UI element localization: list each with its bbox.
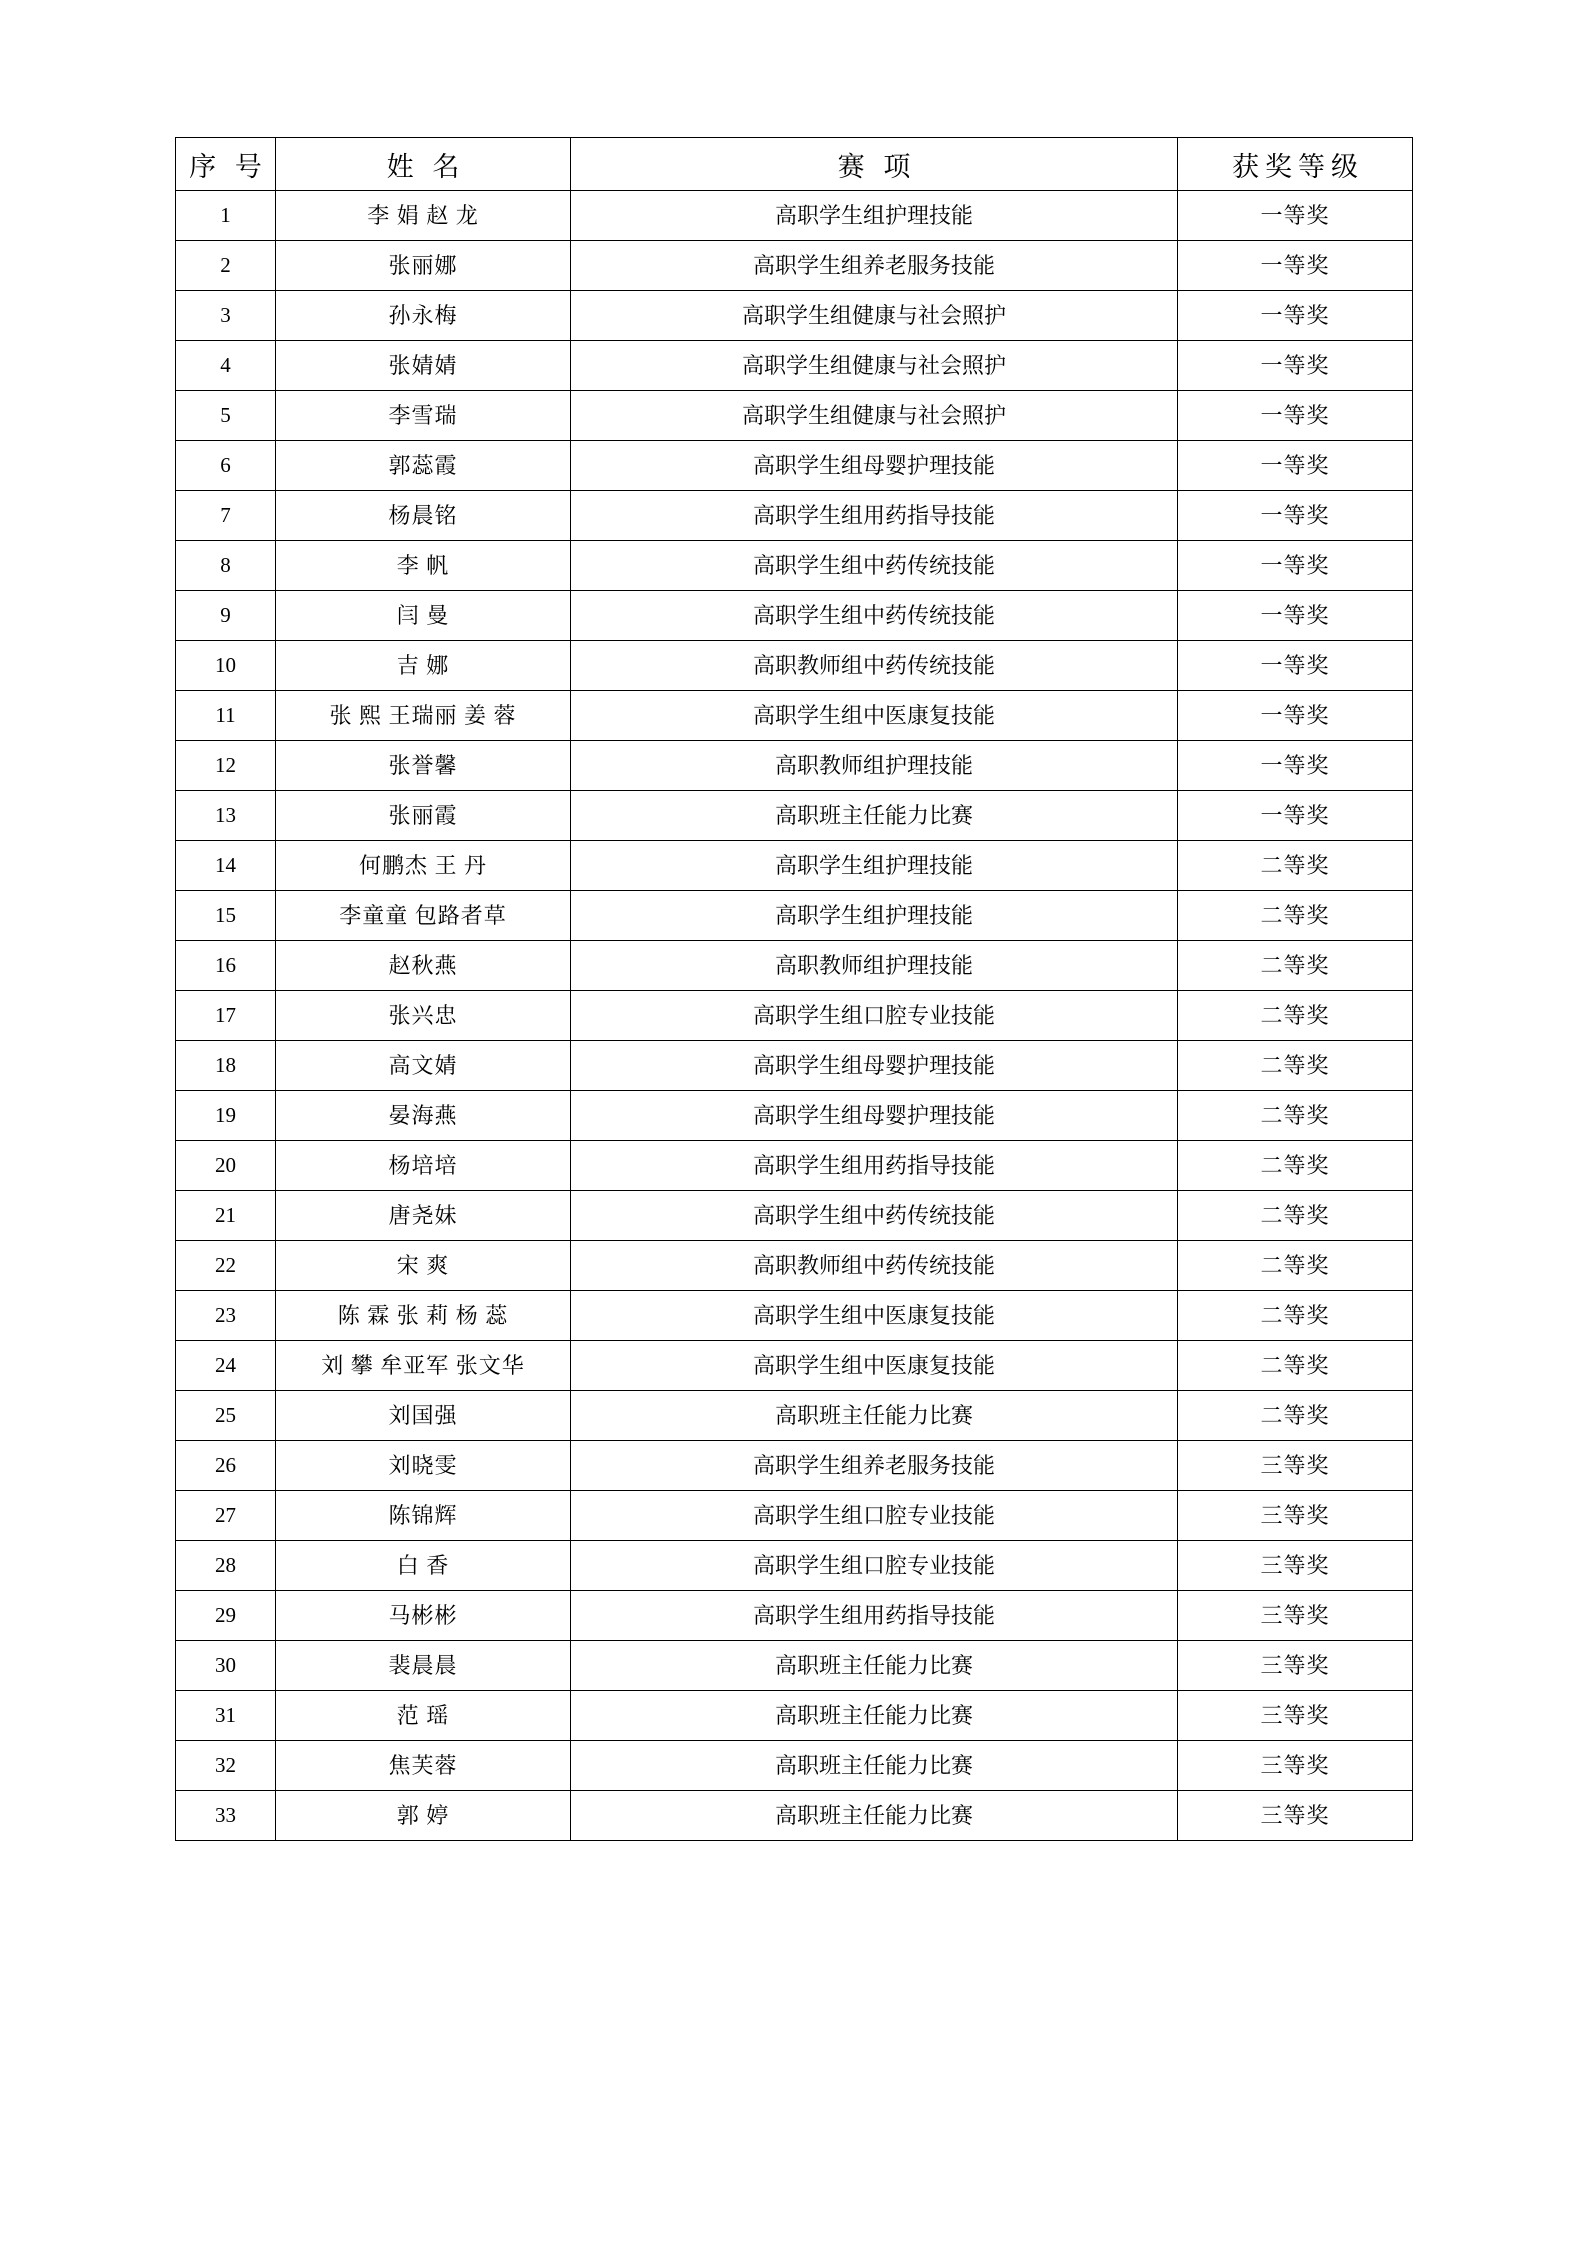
cell-name: 李童童 包路者草	[276, 891, 571, 941]
cell-level: 一等奖	[1178, 791, 1413, 841]
table-row	[176, 491, 1413, 541]
cell-level: 一等奖	[1178, 741, 1413, 791]
cell-event: 高职学生组用药指导技能	[571, 1591, 1178, 1641]
cell-name: 白 香	[276, 1541, 571, 1591]
cell-level: 三等奖	[1178, 1791, 1413, 1841]
cell-level: 一等奖	[1178, 291, 1413, 341]
cell-name: 范 瑶	[276, 1691, 571, 1741]
cell-name: 张兴忠	[276, 991, 571, 1041]
cell-event: 高职学生组用药指导技能	[571, 1141, 1178, 1191]
table-header	[176, 138, 1413, 191]
table-row	[176, 241, 1413, 291]
table-row	[176, 641, 1413, 691]
cell-name: 郭 婷	[276, 1791, 571, 1841]
cell-level: 三等奖	[1178, 1641, 1413, 1691]
cell-level: 三等奖	[1178, 1741, 1413, 1791]
table-row	[176, 1041, 1413, 1091]
table-row	[176, 1741, 1413, 1791]
cell-event: 高职教师组中药传统技能	[571, 1241, 1178, 1291]
cell-level: 一等奖	[1178, 191, 1413, 241]
cell-name: 晏海燕	[276, 1091, 571, 1141]
cell-name: 李 娟 赵 龙	[276, 191, 571, 241]
cell-event: 高职班主任能力比赛	[571, 1741, 1178, 1791]
cell-name: 张誉馨	[276, 741, 571, 791]
cell-level: 二等奖	[1178, 991, 1413, 1041]
cell-level: 三等奖	[1178, 1441, 1413, 1491]
cell-event: 高职学生组护理技能	[571, 191, 1178, 241]
cell-no: 25	[176, 1391, 276, 1441]
cell-level: 一等奖	[1178, 541, 1413, 591]
table-row	[176, 541, 1413, 591]
cell-name: 张 熙 王瑞丽 姜 蓉	[276, 691, 571, 741]
table-row	[176, 1641, 1413, 1691]
cell-level: 二等奖	[1178, 841, 1413, 891]
award-list-table	[175, 137, 1413, 1841]
cell-event: 高职学生组口腔专业技能	[571, 1541, 1178, 1591]
table-row	[176, 841, 1413, 891]
cell-no: 6	[176, 441, 276, 491]
table-row	[176, 1541, 1413, 1591]
cell-name: 刘 攀 牟亚军 张文华	[276, 1341, 571, 1391]
cell-name: 郭蕊霞	[276, 441, 571, 491]
table-row	[176, 1241, 1413, 1291]
table-row	[176, 391, 1413, 441]
cell-no: 1	[176, 191, 276, 241]
cell-level: 二等奖	[1178, 1141, 1413, 1191]
cell-no: 7	[176, 491, 276, 541]
table-row	[176, 941, 1413, 991]
cell-level: 一等奖	[1178, 241, 1413, 291]
table-row	[176, 1141, 1413, 1191]
cell-no: 15	[176, 891, 276, 941]
cell-name: 李 帆	[276, 541, 571, 591]
table-row	[176, 891, 1413, 941]
cell-event: 高职学生组母婴护理技能	[571, 1041, 1178, 1091]
cell-level: 三等奖	[1178, 1491, 1413, 1541]
cell-event: 高职班主任能力比赛	[571, 1691, 1178, 1741]
cell-no: 12	[176, 741, 276, 791]
cell-event: 高职学生组健康与社会照护	[571, 291, 1178, 341]
cell-no: 11	[176, 691, 276, 741]
cell-no: 21	[176, 1191, 276, 1241]
cell-event: 高职学生组健康与社会照护	[571, 341, 1178, 391]
cell-no: 9	[176, 591, 276, 641]
cell-no: 5	[176, 391, 276, 441]
cell-name: 唐尧妹	[276, 1191, 571, 1241]
cell-no: 14	[176, 841, 276, 891]
cell-name: 高文婧	[276, 1041, 571, 1091]
column-header-level: 获奖等级	[1178, 138, 1413, 191]
cell-no: 29	[176, 1591, 276, 1641]
cell-no: 20	[176, 1141, 276, 1191]
cell-level: 一等奖	[1178, 691, 1413, 741]
cell-level: 三等奖	[1178, 1691, 1413, 1741]
cell-no: 4	[176, 341, 276, 391]
column-header-name: 姓 名	[276, 138, 571, 191]
cell-no: 30	[176, 1641, 276, 1691]
table-row	[176, 1391, 1413, 1441]
cell-event: 高职学生组口腔专业技能	[571, 1491, 1178, 1541]
cell-name: 马彬彬	[276, 1591, 571, 1641]
cell-no: 16	[176, 941, 276, 991]
cell-name: 李雪瑞	[276, 391, 571, 441]
table-row	[176, 291, 1413, 341]
cell-event: 高职教师组护理技能	[571, 941, 1178, 991]
cell-name: 吉 娜	[276, 641, 571, 691]
cell-name: 裴晨晨	[276, 1641, 571, 1691]
cell-name: 孙永梅	[276, 291, 571, 341]
cell-event: 高职班主任能力比赛	[571, 1391, 1178, 1441]
cell-level: 一等奖	[1178, 391, 1413, 441]
cell-level: 一等奖	[1178, 591, 1413, 641]
cell-level: 一等奖	[1178, 641, 1413, 691]
cell-no: 33	[176, 1791, 276, 1841]
cell-name: 张丽霞	[276, 791, 571, 841]
cell-event: 高职学生组中医康复技能	[571, 691, 1178, 741]
cell-no: 26	[176, 1441, 276, 1491]
table-row	[176, 1291, 1413, 1341]
cell-event: 高职学生组口腔专业技能	[571, 991, 1178, 1041]
cell-event: 高职学生组健康与社会照护	[571, 391, 1178, 441]
cell-level: 二等奖	[1178, 1291, 1413, 1341]
cell-event: 高职学生组中药传统技能	[571, 1191, 1178, 1241]
cell-level: 一等奖	[1178, 441, 1413, 491]
cell-no: 3	[176, 291, 276, 341]
cell-no: 10	[176, 641, 276, 691]
cell-level: 三等奖	[1178, 1541, 1413, 1591]
table-header-row	[176, 138, 1413, 191]
cell-level: 二等奖	[1178, 1341, 1413, 1391]
cell-no: 18	[176, 1041, 276, 1091]
cell-event: 高职教师组中药传统技能	[571, 641, 1178, 691]
cell-name: 陈锦辉	[276, 1491, 571, 1541]
table-row	[176, 1441, 1413, 1491]
cell-name: 刘国强	[276, 1391, 571, 1441]
cell-name: 杨晨铭	[276, 491, 571, 541]
table-row	[176, 591, 1413, 641]
cell-name: 何鹏杰 王 丹	[276, 841, 571, 891]
table-row	[176, 991, 1413, 1041]
cell-event: 高职学生组养老服务技能	[571, 1441, 1178, 1491]
cell-level: 三等奖	[1178, 1591, 1413, 1641]
cell-name: 闫 曼	[276, 591, 571, 641]
cell-name: 焦芙蓉	[276, 1741, 571, 1791]
cell-no: 31	[176, 1691, 276, 1741]
cell-event: 高职班主任能力比赛	[571, 791, 1178, 841]
cell-event: 高职学生组中药传统技能	[571, 541, 1178, 591]
table-row	[176, 441, 1413, 491]
cell-event: 高职学生组用药指导技能	[571, 491, 1178, 541]
cell-no: 23	[176, 1291, 276, 1341]
cell-event: 高职学生组护理技能	[571, 841, 1178, 891]
cell-event: 高职学生组养老服务技能	[571, 241, 1178, 291]
cell-level: 二等奖	[1178, 1041, 1413, 1091]
cell-name: 杨培培	[276, 1141, 571, 1191]
cell-name: 赵秋燕	[276, 941, 571, 991]
table-row	[176, 191, 1413, 241]
cell-name: 张婧婧	[276, 341, 571, 391]
table-row	[176, 691, 1413, 741]
cell-level: 二等奖	[1178, 1191, 1413, 1241]
cell-no: 24	[176, 1341, 276, 1391]
cell-event: 高职班主任能力比赛	[571, 1641, 1178, 1691]
cell-no: 27	[176, 1491, 276, 1541]
cell-level: 二等奖	[1178, 891, 1413, 941]
cell-event: 高职学生组中药传统技能	[571, 591, 1178, 641]
cell-level: 二等奖	[1178, 1091, 1413, 1141]
cell-event: 高职学生组中医康复技能	[571, 1341, 1178, 1391]
cell-name: 刘晓雯	[276, 1441, 571, 1491]
cell-level: 二等奖	[1178, 941, 1413, 991]
table-row	[176, 1591, 1413, 1641]
cell-event: 高职教师组护理技能	[571, 741, 1178, 791]
cell-no: 28	[176, 1541, 276, 1591]
column-header-no: 序 号	[176, 138, 276, 191]
cell-event: 高职学生组护理技能	[571, 891, 1178, 941]
cell-level: 二等奖	[1178, 1241, 1413, 1291]
cell-name: 宋 爽	[276, 1241, 571, 1291]
cell-no: 32	[176, 1741, 276, 1791]
cell-no: 19	[176, 1091, 276, 1141]
cell-no: 22	[176, 1241, 276, 1291]
table-row	[176, 1341, 1413, 1391]
table-row	[176, 1691, 1413, 1741]
cell-no: 2	[176, 241, 276, 291]
cell-level: 一等奖	[1178, 491, 1413, 541]
cell-level: 二等奖	[1178, 1391, 1413, 1441]
cell-event: 高职学生组中医康复技能	[571, 1291, 1178, 1341]
cell-event: 高职班主任能力比赛	[571, 1791, 1178, 1841]
table-row	[176, 1791, 1413, 1841]
table-row	[176, 1191, 1413, 1241]
table-row	[176, 741, 1413, 791]
cell-event: 高职学生组母婴护理技能	[571, 1091, 1178, 1141]
table-row	[176, 1491, 1413, 1541]
cell-event: 高职学生组母婴护理技能	[571, 441, 1178, 491]
table-body	[176, 191, 1413, 1841]
award-table-container	[175, 137, 1412, 1841]
cell-no: 17	[176, 991, 276, 1041]
cell-name: 陈 霖 张 莉 杨 蕊	[276, 1291, 571, 1341]
column-header-event: 赛 项	[571, 138, 1178, 191]
cell-name: 张丽娜	[276, 241, 571, 291]
table-row	[176, 791, 1413, 841]
cell-no: 8	[176, 541, 276, 591]
table-row	[176, 1091, 1413, 1141]
cell-level: 一等奖	[1178, 341, 1413, 391]
table-row	[176, 341, 1413, 391]
cell-no: 13	[176, 791, 276, 841]
